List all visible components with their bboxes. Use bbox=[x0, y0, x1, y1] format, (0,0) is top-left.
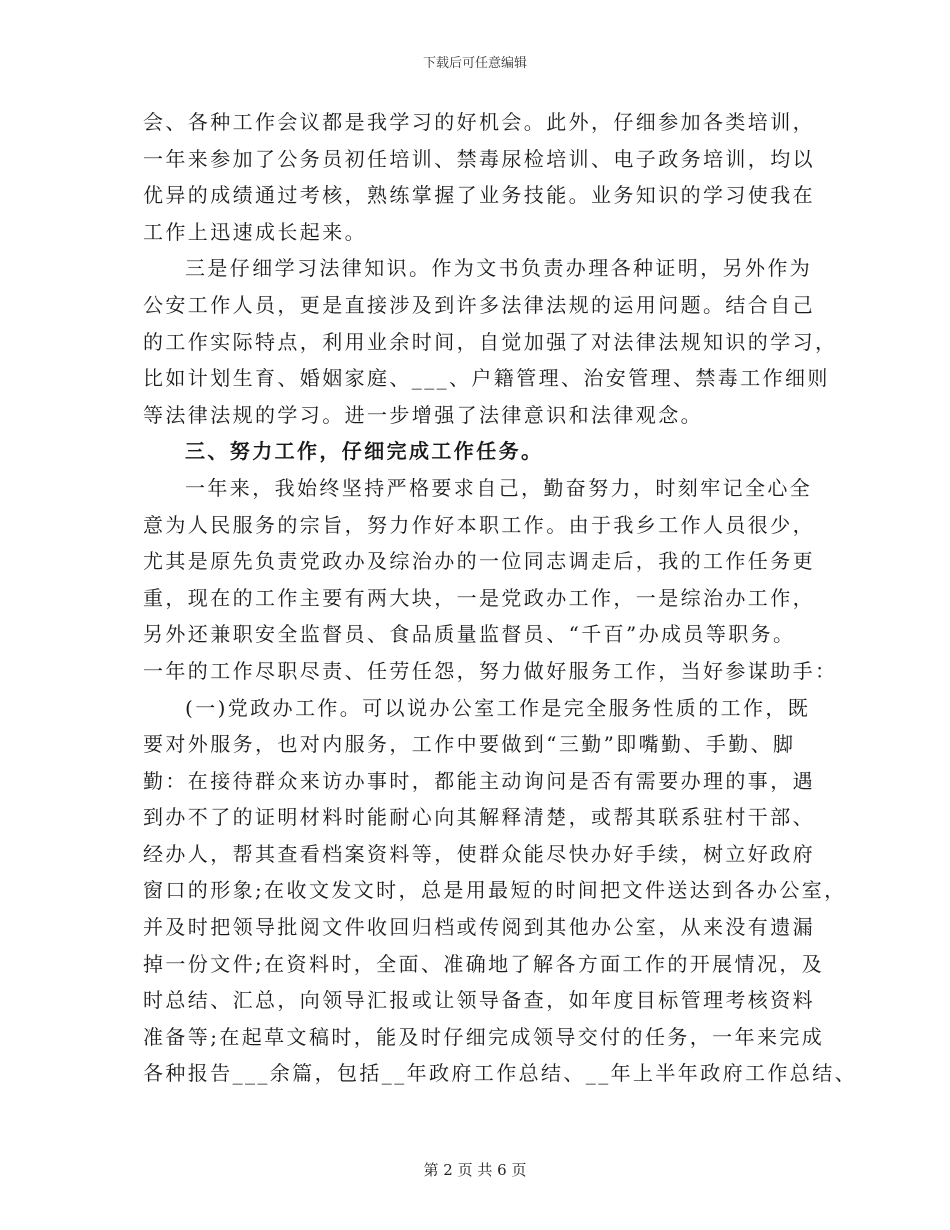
body-text bbox=[143, 104, 857, 1092]
text-line: 一年来参加了公务员初任培训、禁毒尿检培训、电子政务培训，均以 bbox=[143, 146, 815, 171]
page-footer: 第 2 页 共 6 页 bbox=[423, 1161, 527, 1179]
text-line: 一年来，我始终坚持严格要求自己，勤奋努力，时刻牢记全心全 bbox=[185, 475, 813, 500]
text-line: 到办不了的证明材料时能耐心向其解释清楚，或帮其联系驻村干部、 bbox=[143, 805, 815, 830]
text-line: 尤其是原先负责党政办及综治办的一位同志调走后，我的工作任务更 bbox=[143, 549, 815, 574]
text-line: (一)党政办工作。可以说办公室工作是完全服务性质的工作，既 bbox=[185, 695, 811, 720]
text-line: 准备等;在起草文稿时，能及时仔细完成领导交付的任务，一年来完成 bbox=[143, 1024, 825, 1049]
text-line: 各种报告___余篇，包括__年政府工作总结、__年上半年政府工作总结、 bbox=[143, 1061, 857, 1086]
text-line: 并及时把领导批阅文件收回归档或传阅到其他办公室，从来没有遗漏 bbox=[143, 915, 815, 940]
text-line: 另外还兼职安全监督员、食品质量监督员、“千百”办成员等职务。 bbox=[143, 622, 796, 647]
text-line: 掉一份文件;在资料时，全面、准确地了解各方面工作的开展情况，及 bbox=[143, 951, 825, 976]
text-line: 工作上迅速成长起来。 bbox=[143, 219, 367, 244]
text-line: 要对外服务，也对内服务，工作中要做到“三勤”即嘴勤、手勤、脚 bbox=[143, 732, 796, 757]
text-line: 的工作实际特点，利用业余时间，自觉加强了对法律法规知识的学习， bbox=[143, 329, 838, 354]
document-body bbox=[143, 104, 857, 1092]
text-line: 优异的成绩通过考核，熟练掌握了业务技能。业务知识的学习使我在 bbox=[143, 183, 815, 208]
text-line: 比如计划生育、婚姻家庭、___、户籍管理、治安管理、禁毒工作细则 bbox=[143, 366, 830, 391]
text-line: 重，现在的工作主要有两大块，一是党政办工作，一是综治办工作， bbox=[143, 585, 815, 610]
text-line: 经办人，帮其查看档案资料等，使群众能尽快办好手续，树立好政府 bbox=[143, 841, 815, 866]
text-line: 窗口的形象;在收文发文时，总是用最短的时间把文件送达到各办公室， bbox=[143, 878, 847, 903]
text-line: 勤：在接待群众来访办事时，都能主动询问是否有需要办理的事，遇 bbox=[143, 768, 815, 793]
text-line: 时总结、汇总，向领导汇报或让领导备查，如年度目标管理考核资料 bbox=[143, 988, 815, 1013]
section-heading: 三、努力工作，仔细完成工作任务。 bbox=[185, 439, 544, 464]
text-line: 会、各种工作会议都是我学习的好机会。此外，仔细参加各类培训， bbox=[143, 110, 815, 134]
text-line: 等法律法规的学习。进一步增强了法律意识和法律观念。 bbox=[143, 402, 703, 427]
text-line: 意为人民服务的宗旨，努力作好本职工作。由于我乡工作人员很少， bbox=[143, 512, 815, 537]
text-line: 公安工作人员，更是直接涉及到许多法律法规的运用问题。结合自己 bbox=[143, 292, 815, 317]
page-header: 下载后可任意编辑 bbox=[422, 56, 527, 71]
text-line: 一年的工作尽职尽责、任劳任怨，努力做好服务工作，当好参谋助手： bbox=[143, 658, 838, 683]
text-line: 三是仔细学习法律知识。作为文书负责办理各种证明，另外作为 bbox=[185, 256, 813, 281]
